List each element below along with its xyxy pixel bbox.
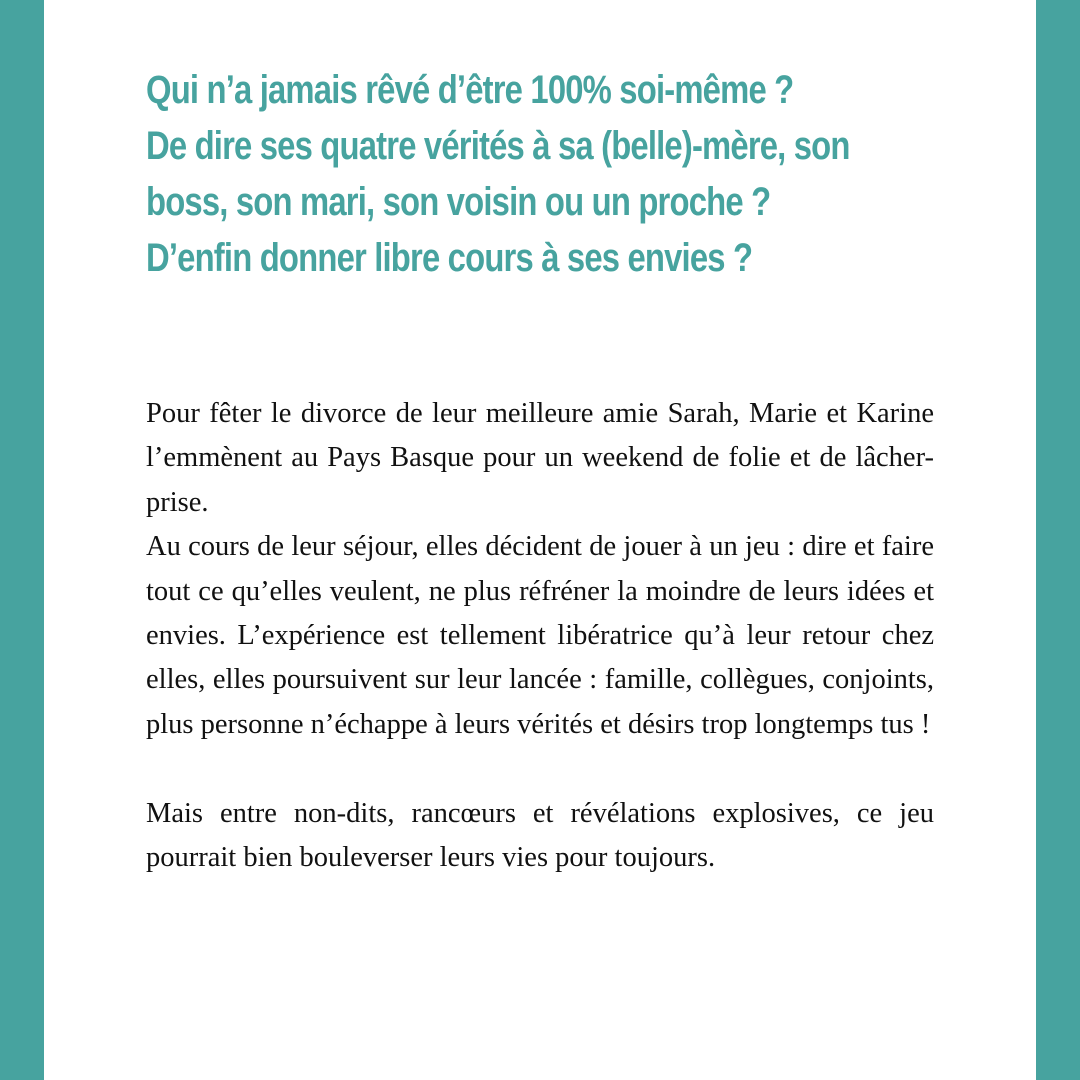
synopsis (146, 392, 934, 880)
synopsis-paragraph: Mais entre non-dits, rancœurs et révélations explosives, ce jeu pourrait bien bouleverser leurs vies pour toujours. (146, 797, 934, 874)
headline-line: boss, son mari, son voisin ou un proche ? (146, 180, 771, 224)
headline-line: D’enfin donner libre cours à ses envies ? (146, 236, 753, 280)
headline-line: De dire ses quatre vérités à sa (belle)-mère, son (146, 124, 850, 168)
right-accent-band (1036, 0, 1080, 1080)
synopsis-paragraph: Pour fêter le divorce de leur meilleure amie Sarah, Marie et Karine l’emmènent au Pays Basque pour un weekend de folie et de lâcher-prise. (146, 398, 934, 518)
headline-line: Qui n’a jamais rêvé d’être 100% soi-même ? (146, 68, 794, 112)
synopsis-paragraph: Au cours de leur séjour, elles décident de jouer à un jeu : dire et faire tout ce qu’elles veulent, ne plus réfréner la moindre de leurs idées et envies. L’expérience est tellement libératrice qu’à leur retour chez elles, elles poursuivent sur leur lancée : famille, collègues, conjoints, plus personne n’échappe à leurs vérités et désirs trop longtemps tus ! (146, 531, 934, 740)
left-accent-band (0, 0, 44, 1080)
headline (146, 62, 946, 286)
